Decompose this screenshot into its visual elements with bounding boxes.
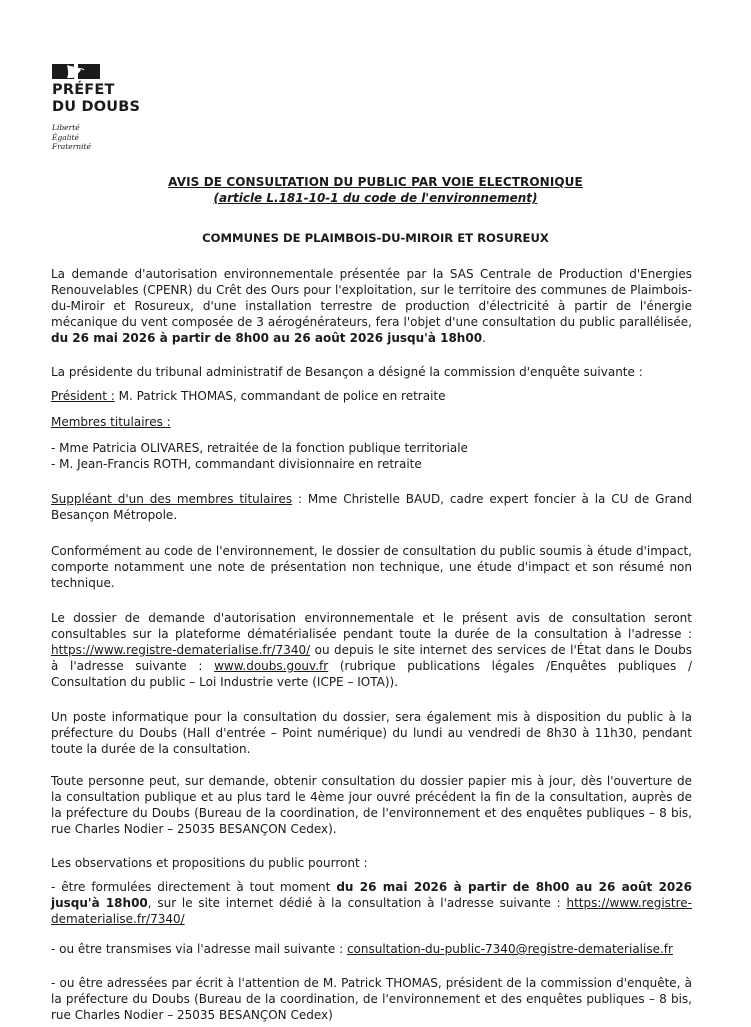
intro-text: La demande d'autorisation environnementale présentée par la SAS Centrale de Production d'Energies Renouvelables (CPENR) du Crêt des Ours pour l'exploitation, sur le territoire des communes de Plaimbois-du-Miroir et Rosureux, d'une installation terrestre de production d'électricité à partir de l'énergie mécanique du vent composée de 3 aérogénérateurs, fera l'objet d'une consultation du public parallélisée, bbox=[51, 267, 692, 329]
platform-part2: ou depuis le site internet des services de l'État dans le Doubs à l'adresse suivante : bbox=[51, 643, 692, 673]
marianne-logo-icon bbox=[52, 62, 100, 80]
dossier-paragraph: Conformément au code de l'environnement, le dossier de consultation du public soumis à étude d'impact, comporte notamment une note de présentation non technique, une étude d'impact et son résumé non technique. bbox=[51, 544, 692, 590]
motto-fraternite: Fraternité bbox=[52, 142, 91, 151]
registre-link-2[interactable]: https://www.registre-dematerialise.fr/7340/ bbox=[51, 896, 692, 926]
member-olivares: - Mme Patricia OLIVARES, retraitée de la fonction publique territoriale bbox=[51, 441, 468, 455]
observation-online-text: - être formulées directement à tout moment bbox=[51, 880, 337, 894]
notice-title bbox=[0, 174, 751, 206]
platform-part3: (rubrique publications légales /Enquêtes publiques / Consultation du public – Loi Industrie verte (ICPE – IOTA)). bbox=[51, 659, 692, 689]
papier-paragraph: Toute personne peut, sur demande, obtenir consultation du dossier papier mis à jour, dès l'ouverture de la consultation publique et au plus tard le 4ème jour ouvré précédent la fin de la consultation, auprès de la préfecture du Doubs (Bureau de la coordination, de l'environnement et des enquêtes publiques – 8 bis, rue Charles Nodier – 25035 BESANÇON Cedex). bbox=[51, 774, 692, 836]
notice-title-line1: AVIS DE CONSULTATION DU PUBLIC PAR VOIE ELECTRONIQUE bbox=[168, 175, 583, 189]
registre-link[interactable]: https://www.registre-dematerialise.fr/7340/ bbox=[51, 643, 311, 657]
intro-paragraph bbox=[51, 266, 692, 346]
logo-line-doubs: DU DOUBS bbox=[52, 99, 141, 115]
observations-intro: Les observations et propositions du public pourront : bbox=[51, 856, 368, 870]
substitute-name: : Mme Christelle BAUD, cadre expert foncier à la CU de Grand Besançon Métropole. bbox=[51, 492, 692, 522]
notice-title-line2: (article L.181-10-1 du code de l'environnement) bbox=[213, 191, 538, 205]
email-link[interactable]: consultation-du-public-7340@registre-dematerialise.fr bbox=[346, 942, 673, 956]
intro-dates: du 26 mai 2026 à partir de 8h00 au 26 août 2026 jusqu'à 18h00 bbox=[51, 331, 483, 345]
observation-online-dates: du 26 mai 2026 à partir de 8h00 au 26 août 2026 jusqu'à 18h00 bbox=[51, 880, 692, 910]
member-roth: - M. Jean-Francis ROTH, commandant divisionnaire en retraite bbox=[51, 457, 422, 471]
president-label: Président : bbox=[51, 389, 115, 403]
members-label: Membres titulaires : bbox=[51, 415, 171, 429]
motto-liberte: Liberté bbox=[52, 123, 80, 132]
intro-end: . bbox=[482, 331, 486, 345]
motto-egalite: Égalité bbox=[52, 132, 79, 142]
observation-online bbox=[51, 879, 692, 927]
doubs-gouv-link[interactable]: www.doubs.gouv.fr bbox=[214, 659, 329, 673]
observation-mail: - ou être adressées par écrit à l'attention de M. Patrick THOMAS, président de la commission d'enquête, à la préfecture du Doubs (Bureau de la coordination, de l'environnement et des enquêtes publiques – 8 bis, rue Charles Nodier – 25035 BESANÇON Cedex) bbox=[51, 976, 692, 1022]
observation-email bbox=[51, 941, 692, 957]
substitute-label: Suppléant d'un des membres titulaires bbox=[51, 492, 293, 506]
president-name: M. Patrick THOMAS, commandant de police en retraite bbox=[114, 389, 446, 403]
observation-online-text2: , sur le site internet dédié à la consultation à l'adresse suivante : bbox=[147, 896, 567, 910]
logo-line-prefet: PRÉFET bbox=[52, 82, 115, 98]
president-line bbox=[51, 388, 692, 404]
observation-email-text: - ou être transmises via l'adresse mail suivante : bbox=[51, 942, 347, 956]
communes-heading: COMMUNES DE PLAIMBOIS-DU-MIROIR ET ROSUREUX bbox=[202, 231, 549, 245]
poste-paragraph: Un poste informatique pour la consultation du dossier, sera également mis à disposition du public à la préfecture du Doubs (Hall d'entrée – Point numérique) du lundi au vendredi de 8h30 à 11h30, pendant toute la durée de la consultation. bbox=[51, 710, 692, 756]
substitute-line bbox=[51, 491, 692, 523]
commission-intro: La présidente du tribunal administratif de Besançon a désigné la commission d'enquête suivante : bbox=[51, 365, 643, 379]
platform-part1: Le dossier de demande d'autorisation environnementale et le présent avis de consultation seront consultables sur la plateforme dématérialisée pendant toute la durée de la consultation à l'adresse : bbox=[51, 611, 692, 641]
platform-paragraph bbox=[51, 610, 692, 690]
